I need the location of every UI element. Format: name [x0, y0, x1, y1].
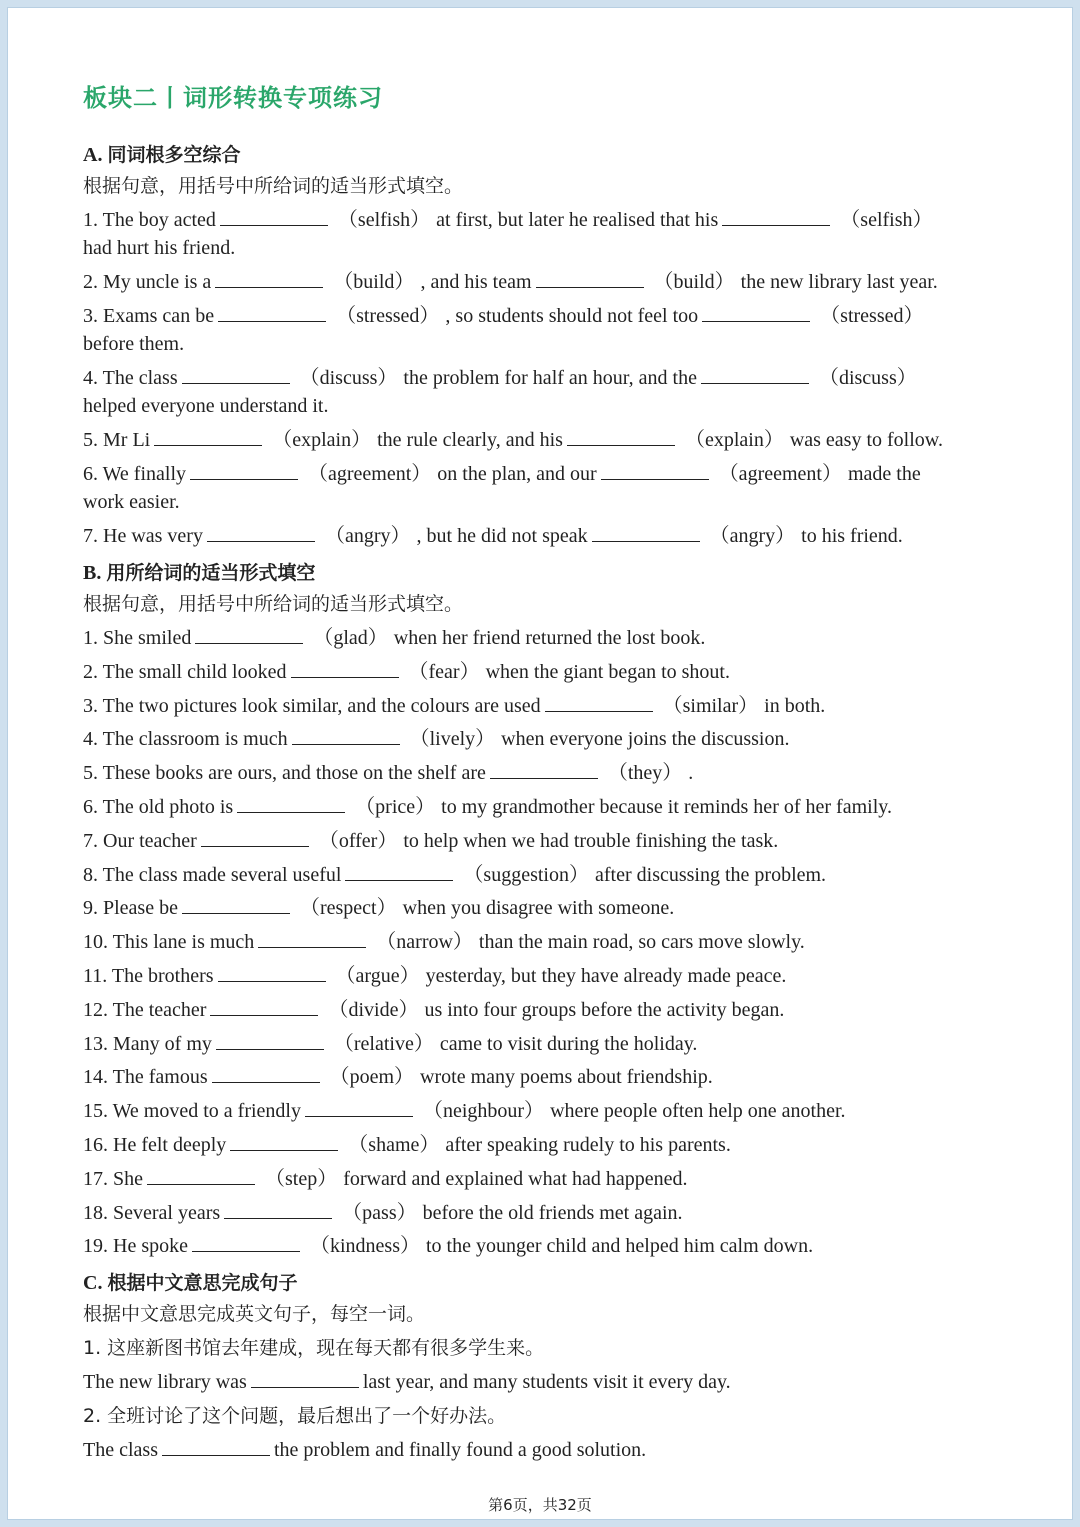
- section-b-item-2: [83, 658, 730, 686]
- item-text: 17. She: [83, 1168, 143, 1190]
- section-a-heading: [83, 140, 240, 167]
- item-text: 12. The teacher: [83, 999, 207, 1021]
- item-text: yesterday, but they have already made peace.: [425, 965, 787, 987]
- section-a-item-5: [83, 426, 943, 454]
- section-b-item-19: [83, 1232, 813, 1260]
- word-hint: （selfish）: [840, 209, 933, 231]
- section-b-item-10: [83, 928, 805, 956]
- item-text: was easy to follow.: [789, 429, 943, 451]
- item-text: 2. My uncle is a: [83, 271, 212, 293]
- word-hint: （relative）: [333, 1033, 434, 1055]
- item-text: 2. The small child looked: [83, 661, 287, 683]
- word-hint: （offer）: [318, 830, 398, 852]
- section-c-title: 根据中文意思完成句子: [107, 1272, 298, 1294]
- word-hint: （selfish）: [337, 209, 431, 231]
- word-hint: （agreement）: [308, 463, 432, 485]
- item-text: 5. Mr Li: [83, 429, 151, 451]
- item-text: 19. He spoke: [83, 1235, 188, 1257]
- item-text: when you disagree with someone.: [402, 897, 675, 919]
- item-text: 16. He felt deeply: [83, 1134, 227, 1156]
- item-text: The class: [83, 1439, 158, 1461]
- answer-blank[interactable]: [224, 1200, 332, 1219]
- word-hint: （discuss）: [818, 367, 917, 389]
- word-hint: （stressed）: [820, 305, 924, 327]
- item-text: when her friend returned the lost book.: [393, 627, 706, 649]
- item-text: 7. Our teacher: [83, 830, 197, 852]
- item-text: at first, but later he realised that his: [436, 209, 719, 231]
- worksheet-page: [8, 8, 1072, 1519]
- section-b-item-7: [83, 827, 778, 855]
- answer-blank[interactable]: [190, 461, 298, 480]
- word-hint: （angry）: [709, 525, 796, 547]
- word-hint: （build）: [653, 271, 735, 293]
- word-hint: （neighbour）: [422, 1100, 545, 1122]
- word-hint: （agreement）: [718, 463, 842, 485]
- section-c-item-2-chinese: 2. 全班讨论了这个问题，最后想出了一个好办法。: [83, 1405, 507, 1427]
- section-b-title: 用所给词的适当形式填空: [106, 562, 316, 584]
- item-text: on the plan, and our: [437, 463, 597, 485]
- section-a-title: 同词根多空综合: [107, 144, 241, 166]
- item-text: 6. We finally: [83, 463, 186, 485]
- word-hint: （pass）: [342, 1202, 417, 1224]
- item-text: to help when we had trouble finishing the task.: [403, 830, 779, 852]
- item-text: 18. Several years: [83, 1202, 221, 1224]
- item-text: to his friend.: [801, 525, 903, 547]
- word-hint: （kindness）: [309, 1235, 420, 1257]
- answer-blank[interactable]: [215, 269, 323, 288]
- section-b-item-17: [83, 1165, 688, 1193]
- answer-blank[interactable]: [192, 1233, 300, 1252]
- item-text: made the: [847, 463, 921, 485]
- item-text: 6. The old photo is: [83, 796, 234, 818]
- section-c-letter: C.: [83, 1272, 103, 1294]
- answer-blank[interactable]: [182, 365, 290, 384]
- item-text: us into four groups before the activity began.: [424, 999, 785, 1021]
- item-text: 4. The classroom is much: [83, 728, 288, 750]
- word-hint: （suggestion）: [463, 864, 589, 886]
- section-c-item-2: [83, 1436, 646, 1464]
- item-text: after discussing the problem.: [595, 864, 827, 886]
- answer-blank[interactable]: [722, 207, 830, 226]
- answer-blank[interactable]: [251, 1369, 359, 1388]
- word-hint: （explain）: [272, 429, 372, 451]
- section-b-letter: B.: [83, 562, 102, 584]
- answer-blank[interactable]: [305, 1098, 413, 1117]
- item-text: the problem and finally found a good solution.: [273, 1439, 647, 1461]
- answer-blank[interactable]: [147, 1166, 255, 1185]
- item-text: to my grandmother because it reminds her of her family.: [441, 796, 892, 818]
- section-b-item-8: [83, 861, 826, 889]
- item-text: than the main road, so cars move slowly.: [478, 931, 805, 953]
- section-b-item-4: [83, 725, 789, 753]
- item-text: 1. The boy acted: [83, 209, 216, 231]
- item-text: before the old friends met again.: [422, 1202, 683, 1224]
- answer-blank[interactable]: [162, 1437, 270, 1456]
- word-hint: （argue）: [335, 965, 420, 987]
- answer-blank[interactable]: [210, 997, 318, 1016]
- section-b-item-1: [83, 624, 705, 652]
- section-a-letter: A.: [83, 144, 103, 166]
- word-hint: （similar）: [662, 695, 759, 717]
- word-hint: （discuss）: [299, 367, 398, 389]
- word-hint: （step）: [265, 1168, 338, 1190]
- section-c-item-1: [83, 1368, 731, 1396]
- answer-blank[interactable]: [220, 207, 328, 226]
- section-a-item-4: [83, 364, 923, 392]
- section-a-item-1: [83, 206, 939, 234]
- word-hint: （divide）: [328, 999, 419, 1021]
- section-b-item-11: [83, 962, 786, 990]
- item-text: wrote many poems about friendship.: [420, 1066, 713, 1088]
- item-text: after speaking rudely to his parents.: [445, 1134, 731, 1156]
- section-a-item-6: [83, 460, 921, 488]
- item-text: 4. The class: [83, 367, 178, 389]
- item-text: where people often help one another.: [550, 1100, 846, 1122]
- word-hint: （lively）: [409, 728, 496, 750]
- item-text: when everyone joins the discussion.: [501, 728, 790, 750]
- answer-blank[interactable]: [258, 929, 366, 948]
- item-text: 14. The famous: [83, 1066, 208, 1088]
- word-hint: （stressed）: [336, 305, 440, 327]
- word-hint: （build）: [333, 271, 415, 293]
- section-b-item-18: [83, 1199, 683, 1227]
- answer-blank[interactable]: [545, 693, 653, 712]
- section-a-item-7: [83, 522, 903, 550]
- word-hint: （shame）: [348, 1134, 440, 1156]
- answer-blank[interactable]: [207, 523, 315, 542]
- section-b-item-14: [83, 1063, 713, 1091]
- word-hint: （they）: [607, 762, 683, 784]
- word-hint: （respect）: [299, 897, 397, 919]
- item-text: 15. We moved to a friendly: [83, 1100, 301, 1122]
- word-hint: （glad）: [313, 627, 388, 649]
- section-a-item-4-cont: helped everyone understand it.: [83, 395, 329, 417]
- item-text: in both.: [764, 695, 826, 717]
- page-title: 板块二丨词形转换专项练习: [83, 84, 383, 112]
- word-hint: （fear）: [408, 661, 480, 683]
- item-text: 8. The class made several useful: [83, 864, 342, 886]
- answer-blank[interactable]: [182, 895, 290, 914]
- item-text: the rule clearly, and his: [377, 429, 563, 451]
- word-hint: （angry）: [324, 525, 411, 547]
- answer-blank[interactable]: [154, 427, 262, 446]
- item-text: the problem for half an hour, and the: [403, 367, 697, 389]
- section-b-item-6: [83, 793, 892, 821]
- answer-blank[interactable]: [601, 461, 709, 480]
- section-a-item-3-cont: before them.: [83, 333, 185, 355]
- answer-blank[interactable]: [292, 726, 400, 745]
- item-text: 5. These books are ours, and those on the shelf are: [83, 762, 486, 784]
- page-footer: 第6页，共32页: [488, 1496, 592, 1514]
- answer-blank[interactable]: [195, 625, 303, 644]
- answer-blank[interactable]: [218, 963, 326, 982]
- answer-blank[interactable]: [230, 1132, 338, 1151]
- section-a-item-1-cont: had hurt his friend.: [83, 237, 236, 259]
- section-b-item-5: [83, 759, 693, 787]
- answer-blank[interactable]: [701, 365, 809, 384]
- section-b-item-3: [83, 692, 825, 720]
- answer-blank[interactable]: [536, 269, 644, 288]
- item-text: 11. The brothers: [83, 965, 214, 987]
- item-text: 3. Exams can be: [83, 305, 215, 327]
- item-text: .: [688, 762, 694, 784]
- section-a-item-6-cont: work easier.: [83, 491, 180, 513]
- answer-blank[interactable]: [216, 1031, 324, 1050]
- section-b-item-15: [83, 1097, 846, 1125]
- item-text: last year, and many students visit it every day.: [362, 1371, 731, 1393]
- answer-blank[interactable]: [212, 1064, 320, 1083]
- answer-blank[interactable]: [201, 828, 309, 847]
- item-text: when the giant began to shout.: [485, 661, 730, 683]
- answer-blank[interactable]: [490, 760, 598, 779]
- answer-blank[interactable]: [218, 303, 326, 322]
- answer-blank[interactable]: [237, 794, 345, 813]
- item-text: 10. This lane is much: [83, 931, 255, 953]
- section-b-heading: [83, 558, 315, 585]
- section-b-instruction: 根据句意，用括号中所给词的适当形式填空。: [83, 593, 464, 615]
- item-text: 1. She smiled: [83, 627, 192, 649]
- section-b-item-12: [83, 996, 784, 1024]
- word-hint: （price）: [355, 796, 436, 818]
- section-b-item-9: [83, 894, 674, 922]
- answer-blank[interactable]: [345, 862, 453, 881]
- section-b-item-16: [83, 1131, 731, 1159]
- answer-blank[interactable]: [592, 523, 700, 542]
- section-a-instruction: 根据句意，用括号中所给词的适当形式填空。: [83, 175, 464, 197]
- item-text: 7. He was very: [83, 525, 203, 547]
- item-text: to the younger child and helped him calm down.: [425, 1235, 814, 1257]
- section-a-item-3: [83, 302, 930, 330]
- word-hint: （poem）: [329, 1066, 415, 1088]
- item-text: , so students should not feel too: [445, 305, 699, 327]
- item-text: The new library was: [83, 1371, 247, 1393]
- answer-blank[interactable]: [567, 427, 675, 446]
- item-text: , and his team: [420, 271, 532, 293]
- item-text: , but he did not speak: [416, 525, 588, 547]
- item-text: 13. Many of my: [83, 1033, 212, 1055]
- section-c-heading: [83, 1268, 297, 1295]
- section-c-item-1-chinese: 1. 这座新图书馆去年建成，现在每天都有很多学生来。: [83, 1337, 545, 1359]
- section-b-item-13: [83, 1030, 697, 1058]
- section-c-instruction: 根据中文意思完成英文句子，每空一词。: [83, 1303, 426, 1325]
- item-text: 9. Please be: [83, 897, 178, 919]
- section-a-item-2: [83, 268, 938, 296]
- answer-blank[interactable]: [291, 659, 399, 678]
- word-hint: （narrow）: [376, 931, 473, 953]
- item-text: forward and explained what had happened.: [343, 1168, 688, 1190]
- item-text: the new library last year.: [740, 271, 938, 293]
- word-hint: （explain）: [684, 429, 784, 451]
- item-text: 3. The two pictures look similar, and the colours are used: [83, 695, 541, 717]
- item-text: came to visit during the holiday.: [439, 1033, 698, 1055]
- answer-blank[interactable]: [702, 303, 810, 322]
